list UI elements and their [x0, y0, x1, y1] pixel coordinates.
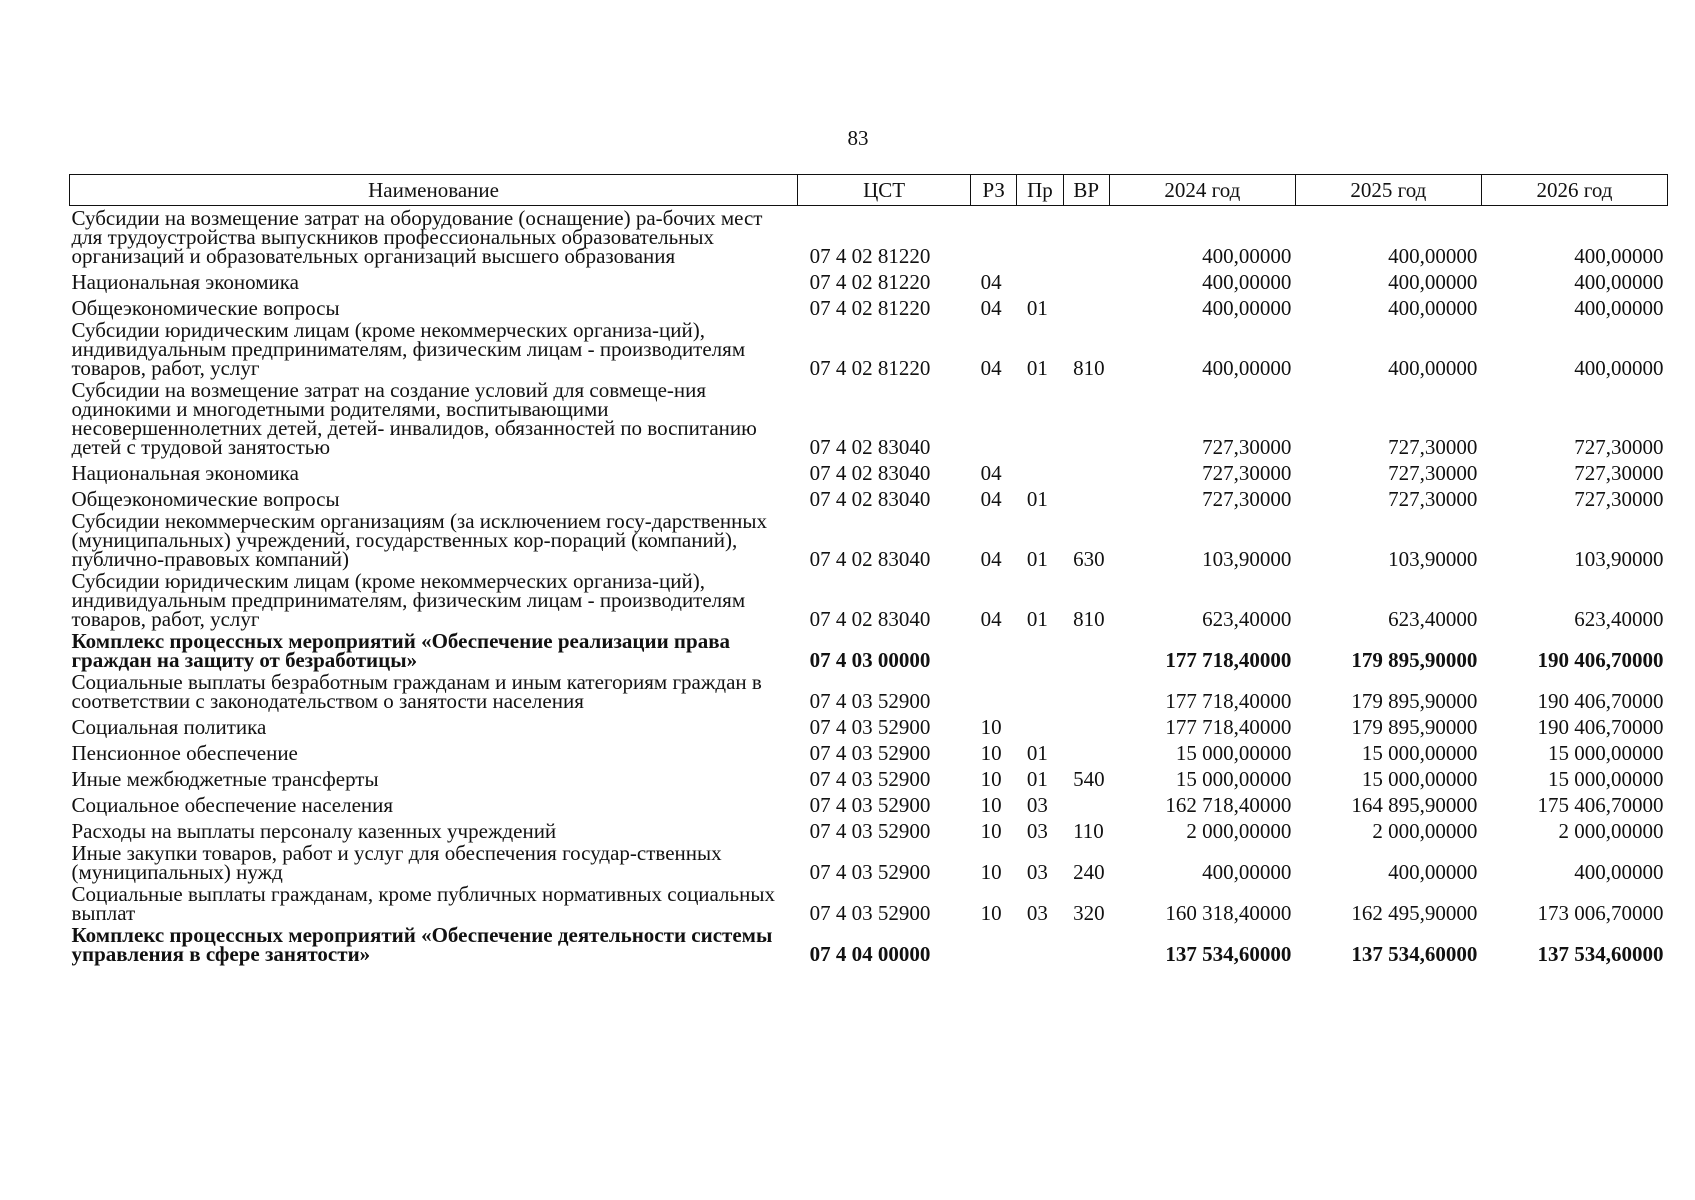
row-cst: 07 4 03 00000 [809, 648, 931, 672]
row-rz: 10 [980, 715, 1002, 739]
header-vr: ВР [1063, 175, 1109, 206]
row-value-2024: 623,40000 [1202, 607, 1292, 631]
row-rz: 10 [980, 793, 1002, 817]
row-cst: 07 4 02 83040 [809, 607, 931, 631]
row-pr: 03 [1026, 793, 1048, 817]
row-rz: 04 [980, 296, 1002, 320]
row-value-2026: 103,90000 [1574, 547, 1664, 571]
row-cst: 07 4 02 83040 [809, 435, 931, 459]
row-name: Социальная политика [71, 715, 267, 739]
row-rz [971, 379, 1017, 458]
row-name: Социальные выплаты безработным гражданам и иным категориям граждан в соответствии с законодательством о занятости населения [71, 670, 762, 713]
row-vr [1063, 267, 1109, 293]
header-2024: 2024 год [1109, 175, 1295, 206]
row-rz [971, 630, 1017, 671]
table-row [70, 712, 1668, 738]
row-vr: 110 [1073, 819, 1104, 843]
row-cst: 07 4 04 00000 [809, 942, 931, 966]
row-value-2024: 727,30000 [1202, 435, 1292, 459]
row-vr [1063, 738, 1109, 764]
page-number: 83 [847, 126, 869, 150]
table-row [70, 842, 1668, 883]
row-value-2025: 400,00000 [1388, 270, 1478, 294]
row-vr: 810 [1073, 607, 1105, 631]
row-value-2026: 400,00000 [1574, 356, 1664, 380]
table-row [70, 883, 1668, 924]
row-vr [1063, 206, 1109, 268]
row-pr: 03 [1026, 860, 1048, 884]
row-value-2024: 162 718,40000 [1165, 793, 1292, 817]
row-value-2026: 190 406,70000 [1537, 689, 1664, 713]
row-value-2026: 137 534,60000 [1537, 942, 1664, 966]
row-pr: 01 [1026, 487, 1048, 511]
row-name: Иные межбюджетные трансферты [71, 767, 379, 791]
row-vr: 630 [1073, 547, 1105, 571]
row-value-2026: 15 000,00000 [1548, 741, 1664, 765]
row-name: Общеэкономические вопросы [71, 296, 340, 320]
row-name: Общеэкономические вопросы [71, 487, 340, 511]
row-value-2024: 15 000,00000 [1175, 741, 1292, 765]
row-cst: 07 4 02 81220 [809, 296, 931, 320]
row-vr: 810 [1073, 356, 1105, 380]
row-vr [1063, 293, 1109, 319]
row-name: Комплекс процессных мероприятий «Обеспечение реализации права граждан на защиту от безработицы» [71, 629, 731, 672]
row-value-2025: 179 895,90000 [1351, 689, 1478, 713]
row-cst: 07 4 02 83040 [809, 547, 931, 571]
row-value-2026: 727,30000 [1574, 487, 1664, 511]
row-value-2026: 2 000,00000 [1558, 819, 1664, 843]
table-row [70, 319, 1668, 379]
row-cst: 07 4 03 52900 [809, 819, 931, 843]
row-value-2025: 2 000,00000 [1372, 819, 1478, 843]
row-pr: 01 [1026, 767, 1048, 791]
row-pr: 01 [1026, 607, 1048, 631]
row-pr [1017, 712, 1063, 738]
row-pr [1017, 206, 1063, 268]
row-value-2024: 400,00000 [1202, 296, 1292, 320]
row-value-2025: 727,30000 [1388, 487, 1478, 511]
row-rz: 04 [980, 607, 1002, 631]
row-name: Субсидии некоммерческим организациям (за исключением госу-дарственных (муниципальных) учреждений, государственных кор-пораций (компаний), публично-правовых компаний) [71, 509, 768, 571]
row-cst: 07 4 02 81220 [809, 356, 931, 380]
row-value-2025: 179 895,90000 [1351, 715, 1478, 739]
row-value-2024: 400,00000 [1202, 860, 1292, 884]
row-rz: 04 [980, 547, 1002, 571]
row-rz: 10 [980, 741, 1002, 765]
row-value-2024: 137 534,60000 [1165, 942, 1292, 966]
row-pr [1017, 671, 1063, 712]
row-cst: 07 4 02 81220 [809, 270, 931, 294]
row-value-2026: 727,30000 [1574, 435, 1664, 459]
row-rz: 10 [980, 860, 1002, 884]
row-pr [1017, 924, 1063, 965]
row-value-2025: 727,30000 [1388, 461, 1478, 485]
row-value-2026: 175 406,70000 [1537, 793, 1664, 817]
row-cst: 07 4 03 52900 [809, 793, 931, 817]
row-value-2024: 400,00000 [1202, 270, 1292, 294]
row-value-2026: 400,00000 [1574, 860, 1664, 884]
row-value-2025: 103,90000 [1388, 547, 1478, 571]
row-rz: 04 [980, 487, 1002, 511]
row-value-2026: 190 406,70000 [1537, 715, 1664, 739]
row-name: Субсидии юридическим лицам (кроме некоммерческих организа-ций), индивидуальным предпринимателям, физическим лицам - производителям товаров, работ, услуг [71, 569, 746, 631]
row-vr [1063, 790, 1109, 816]
row-pr: 03 [1026, 819, 1048, 843]
header-2025: 2025 год [1295, 175, 1481, 206]
row-value-2025: 400,00000 [1388, 860, 1478, 884]
row-pr: 01 [1026, 741, 1048, 765]
row-value-2024: 400,00000 [1202, 244, 1292, 268]
header-name: Наименование [70, 175, 798, 206]
row-value-2025: 179 895,90000 [1351, 648, 1478, 672]
row-cst: 07 4 03 52900 [809, 741, 931, 765]
table-row [70, 458, 1668, 484]
row-rz [971, 924, 1017, 965]
row-value-2026: 727,30000 [1574, 461, 1664, 485]
row-value-2026: 400,00000 [1574, 270, 1664, 294]
row-cst: 07 4 02 83040 [809, 487, 931, 511]
row-rz [971, 206, 1017, 268]
row-vr [1063, 458, 1109, 484]
row-pr [1017, 267, 1063, 293]
table-header-row [70, 175, 1668, 206]
row-value-2026: 15 000,00000 [1548, 767, 1664, 791]
header-rz: РЗ [971, 175, 1017, 206]
row-value-2025: 137 534,60000 [1351, 942, 1478, 966]
row-pr [1017, 379, 1063, 458]
row-name: Субсидии на возмещение затрат на создание условий для совмеще-ния одинокими и многодетными родителями, воспитывающими несовершеннолетних детей, детей- инвалидов, обязанностей по воспитанию детей с трудовой занятостью [71, 378, 757, 459]
table-row [70, 206, 1668, 268]
row-pr: 01 [1026, 547, 1048, 571]
table-row [70, 630, 1668, 671]
row-vr [1063, 924, 1109, 965]
row-value-2026: 173 006,70000 [1537, 901, 1664, 925]
row-value-2025: 162 495,90000 [1351, 901, 1478, 925]
table-row [70, 816, 1668, 842]
row-value-2024: 177 718,40000 [1165, 648, 1292, 672]
budget-table [69, 174, 1668, 965]
header-cst: ЦСТ [798, 175, 971, 206]
row-value-2026: 190 406,70000 [1537, 648, 1664, 672]
table-row [70, 924, 1668, 965]
row-value-2025: 164 895,90000 [1351, 793, 1478, 817]
table-row [70, 510, 1668, 570]
table-row [70, 379, 1668, 458]
row-name: Пенсионное обеспечение [71, 741, 298, 765]
row-value-2024: 160 318,40000 [1165, 901, 1292, 925]
row-cst: 07 4 02 83040 [809, 461, 931, 485]
row-value-2024: 177 718,40000 [1165, 715, 1292, 739]
row-cst: 07 4 03 52900 [809, 860, 931, 884]
table-row [70, 267, 1668, 293]
row-value-2026: 400,00000 [1574, 244, 1664, 268]
table-row [70, 764, 1668, 790]
table-row [70, 671, 1668, 712]
row-vr: 540 [1073, 767, 1105, 791]
row-name: Иные закупки товаров, работ и услуг для обеспечения государ-ственных (муниципальных) нужд [71, 841, 722, 884]
row-pr: 01 [1026, 356, 1048, 380]
row-value-2025: 15 000,00000 [1361, 741, 1478, 765]
row-rz: 04 [980, 356, 1002, 380]
table-row [70, 790, 1668, 816]
row-value-2024: 727,30000 [1202, 461, 1292, 485]
row-value-2024: 177 718,40000 [1165, 689, 1292, 713]
table-row [70, 738, 1668, 764]
row-value-2025: 727,30000 [1388, 435, 1478, 459]
row-vr [1063, 630, 1109, 671]
header-pr: Пр [1017, 175, 1063, 206]
row-name: Комплекс процессных мероприятий «Обеспечение деятельности системы управления в сфере занятости» [71, 923, 773, 966]
row-vr [1063, 671, 1109, 712]
table-body [70, 206, 1668, 966]
header-2026: 2026 год [1481, 175, 1667, 206]
row-value-2026: 400,00000 [1574, 296, 1664, 320]
table-row [70, 293, 1668, 319]
row-value-2025: 15 000,00000 [1361, 767, 1478, 791]
row-pr [1017, 630, 1063, 671]
row-cst: 07 4 03 52900 [809, 901, 931, 925]
row-vr: 240 [1073, 860, 1105, 884]
row-cst: 07 4 03 52900 [809, 689, 931, 713]
row-value-2025: 400,00000 [1388, 296, 1478, 320]
row-name: Социальные выплаты гражданам, кроме публичных нормативных социальных выплат [71, 882, 775, 925]
row-value-2025: 400,00000 [1388, 244, 1478, 268]
row-value-2025: 400,00000 [1388, 356, 1478, 380]
row-value-2026: 623,40000 [1574, 607, 1664, 631]
row-value-2024: 727,30000 [1202, 487, 1292, 511]
row-value-2024: 103,90000 [1202, 547, 1292, 571]
row-value-2024: 15 000,00000 [1175, 767, 1292, 791]
row-pr [1017, 458, 1063, 484]
row-vr: 320 [1073, 901, 1105, 925]
row-cst: 07 4 02 81220 [809, 244, 931, 268]
row-value-2025: 623,40000 [1388, 607, 1478, 631]
row-value-2024: 2 000,00000 [1186, 819, 1292, 843]
row-name: Социальное обеспечение населения [71, 793, 394, 817]
row-vr [1063, 712, 1109, 738]
row-name: Субсидии на возмещение затрат на оборудование (оснащение) ра-бочих мест для трудоустройства выпускников профессиональных образовательных организаций и образовательных организаций высшего образования [71, 206, 763, 268]
row-name: Национальная экономика [71, 461, 299, 485]
row-rz: 04 [980, 461, 1002, 485]
row-value-2024: 400,00000 [1202, 356, 1292, 380]
row-rz: 10 [980, 767, 1002, 791]
row-rz: 10 [980, 901, 1002, 925]
row-name: Расходы на выплаты персоналу казенных учреждений [71, 819, 557, 843]
row-rz: 10 [980, 819, 1002, 843]
row-rz: 04 [980, 270, 1002, 294]
row-rz [971, 671, 1017, 712]
row-cst: 07 4 03 52900 [809, 715, 931, 739]
row-vr [1063, 484, 1109, 510]
row-name: Субсидии юридическим лицам (кроме некоммерческих организа-ций), индивидуальным предпринимателям, физическим лицам - производителям товаров, работ, услуг [71, 318, 746, 380]
row-cst: 07 4 03 52900 [809, 767, 931, 791]
row-pr: 01 [1026, 296, 1048, 320]
row-vr [1063, 379, 1109, 458]
row-name: Национальная экономика [71, 270, 299, 294]
table-row [70, 570, 1668, 630]
row-pr: 03 [1026, 901, 1048, 925]
table-row [70, 484, 1668, 510]
